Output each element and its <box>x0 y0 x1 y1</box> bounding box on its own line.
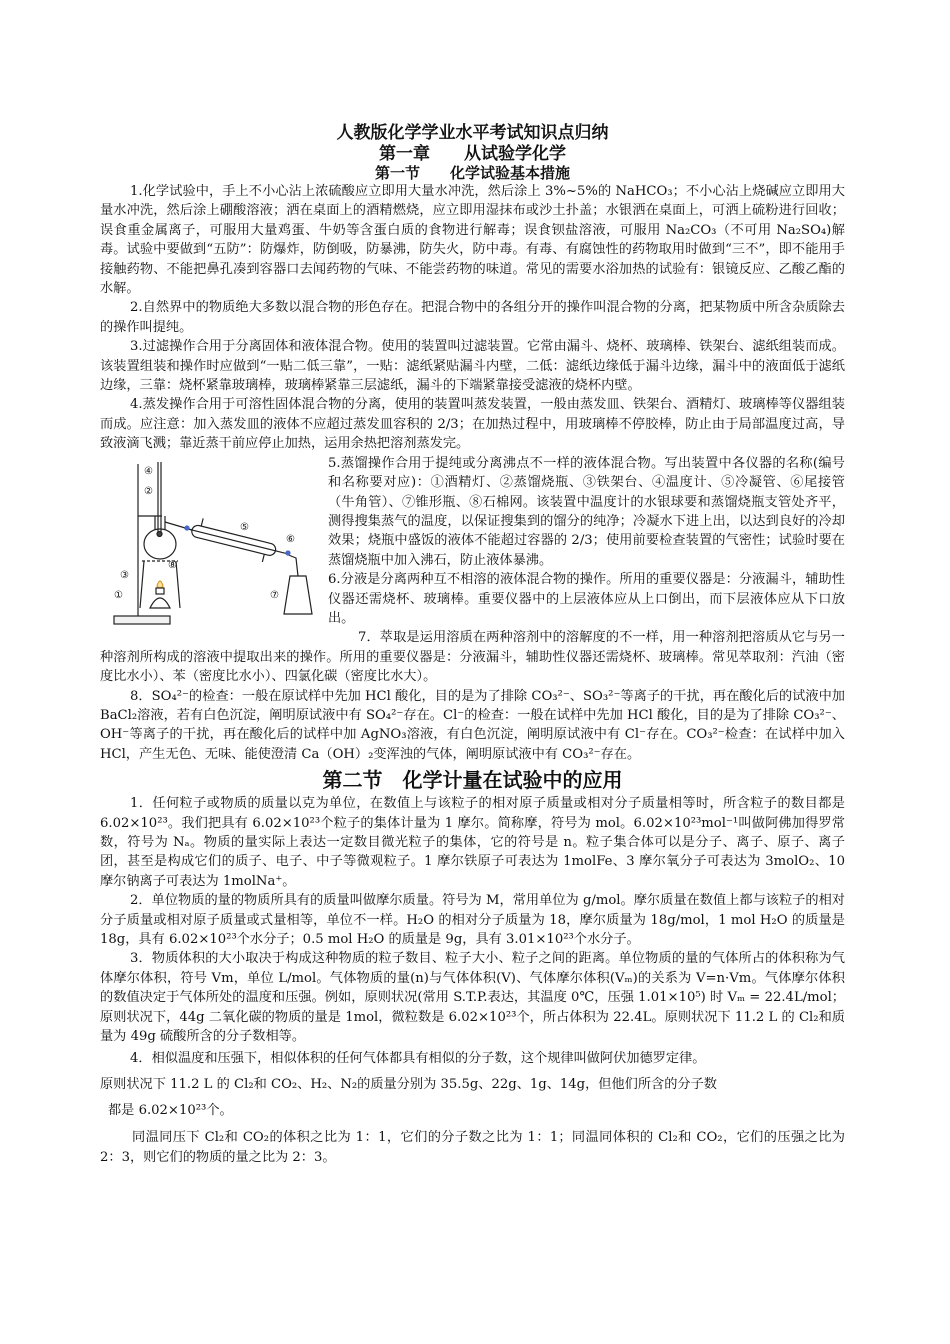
paragraph-7: 7．萃取是运用溶质在两种溶剂中的溶解度的不一样，用一种溶剂把溶质从它与另一种溶剂所构成的溶液中提取出来的操作。所用的重要仪器是：分液漏斗，辅助性仪器还需烧杯、玻璃棒。常见萃取剂：汽油（密度比水小）、苯（密度比水小）、四氯化碳（密度比水大）。 <box>100 630 845 685</box>
figure-label-7: ⑦ <box>270 589 279 601</box>
paragraph-2: 2.自然界中的物质绝大多数以混合物的形色存在。把混合物中的各组分开的操作叫混合物的分离，把某物质中所含杂质除去的操作叫提纯。 <box>100 300 845 335</box>
section2-heading: 第二节 化学计量在试验中的应用 <box>322 768 623 793</box>
paragraph-1: 1.化学试验中，手上不小心沾上浓硫酸应立即用大量水冲洗，然后涂上 3%~5%的 NaHCO₃；不小心沾上烧碱应立即用大量水冲洗，然后涂上硼酸溶液；洒在桌面上的酒精燃烧，应立即用湿抹布或沙土扑盖；水银洒在桌面上，可洒上硫粉进行回收；误食重金属离子，可服用大量鸡蛋、牛奶等含蛋白质的食物进行解毒；误食钡盐溶液，可服用 Na₂CO₃（不可用 Na₂SO₄)解毒。试验中要做到“五防”：防爆炸，防倒吸，防暴沸，防失火，防中毒。有毒、有腐蚀性的药物取用时做到“三不”，即不能用手接触药物、不能把鼻孔凑到容器口去闻药物的气味、不能尝药物的味道。常见的需要水浴加热的试验有：银镜反应、乙酸乙酯的水解。 <box>100 184 845 297</box>
section2-paragraph-2: 2．单位物质的量的物质所具有的质量叫做摩尔质量。符号为 M，常用单位为 g/mol。摩尔质量在数值上都与该粒子的相对分子质量或相对原子质量或式量相等，单位不一样。H₂O 的相对分子质量为 18，摩尔质量为 18g/mol，1 mol H₂O 的质量是 18g，具有 6.02×10²³个水分子；0.5 mol H₂O 的质量是 9g，具有 3.01×10²³个水分子。 <box>100 893 845 948</box>
distillation-block <box>100 454 845 629</box>
document-page <box>100 118 845 1167</box>
distillation-apparatus-drawing <box>100 458 322 634</box>
molecule-count-text: 都是 6.02×10²³个。 <box>108 1103 233 1119</box>
figure-label-6: ⑥ <box>286 533 295 545</box>
figure-label-3: ③ <box>120 569 129 581</box>
chapter-heading: 第一章 从试验学化学 <box>379 144 566 164</box>
figure-label-2: ② <box>144 485 153 497</box>
paragraph-5: 5.蒸馏操作合用于提纯或分离沸点不一样的液体混合物。写出装置中各仪器的名称(编号和名称要对应)：①酒精灯、②蒸馏烧瓶、③铁架台、④温度计、⑤冷凝管、⑥尾接管（牛角管）、⑦锥形瓶、⑧石棉网。该装置中温度计的水银球要和蒸馏烧瓶支管处齐平，测得搜集蒸气的温度，以保证搜集到的馏分的纯净；冷凝水下进上出，以达到良好的冷却效果；烧瓶中盛饭的液体不能超过容器的 2/3；使用前要检查装置的气密性；试验时要在蒸馏烧瓶中加入沸石，防止液体暴沸。 <box>328 455 845 568</box>
section1-heading: 第一节 化学试验基本措施 <box>374 164 570 182</box>
paragraph-6: 6.分液是分离两种互不相溶的液体混合物的操作。所用的重要仪器是：分液漏斗，辅助性仪器还需烧杯、玻璃棒。重要仪器中的上层液体应从上口倒出，而下层液体应从下口放出。 <box>328 572 845 626</box>
paragraph-3: 3.过滤操作合用于分离固体和液体混合物。使用的装置叫过滤装置。它常由漏斗、烧杯、玻璃棒、铁架台、滤纸组装而成。该装置组装和操作时应做到“一贴二低三靠”，一贴：滤纸紧贴漏斗内壁，二低：滤纸边缘低于漏斗边缘，漏斗中的液面低于滤纸边缘，三靠：烧杯紧靠玻璃棒，玻璃棒紧靠三层滤纸，漏斗的下端紧靠接受滤液的烧杯内壁。 <box>100 339 845 394</box>
paragraph-4: 4.蒸发操作合用于可溶性固体混合物的分离，使用的装置叫蒸发装置，一般由蒸发皿、铁架台、酒精灯、玻璃棒等仪器组装而成。应注意：加入蒸发皿的液体不应超过蒸发皿容积的 2/3；在加热过程中，用玻璃棒不停胶棒，防止由于局部温度过高，导致液滴飞溅；靠近蒸干前应停止加热，运用余热把溶剂蒸发完。 <box>100 397 845 452</box>
document-title: 人教版化学学业水平考试知识点归纳 <box>336 123 609 143</box>
standard-conditions-text: 原则状况下 11.2 L 的 Cl₂和 CO₂、H₂、N₂的质量分别为 35.5g、22g、1g、14g，但他们所含的分子数 <box>100 1077 717 1093</box>
section2-paragraph-5: 同温同压下 Cl₂和 CO₂的体积之比为 1：1，它们的分子数之比为 1：1；同温同体积的 Cl₂和 CO₂，它们的压强之比为 2：3，则它们的物质的量之比为 2：3。 <box>100 1130 845 1165</box>
section2-paragraph-1: 1．任何粒子或物质的质量以克为单位，在数值上与该粒子的相对原子质量或相对分子质量相等时，所含粒子的数目都是 6.02×10²³。我们把具有 6.02×10²³个粒子的集体计量为 1 摩尔。简称摩，符号为 mol。6.02×10²³mol⁻¹叫做阿佛加得罗常数，符号为 Nₐ。物质的量实际上表达一定数目微光粒子的集体，它的符号是 n。粒子集合体可以是分子、离子、原子、离子团，甚至是构成它们的质子、电子、中子等微观粒子。1 摩尔铁原子可表达为 1molFe、3 摩尔氧分子可表达为 3molO₂、10 摩尔钠离子可表达为 1molNa⁺。 <box>100 796 845 889</box>
distillation-apparatus-figure <box>100 458 322 634</box>
figure-label-8: ⑧ <box>168 559 177 571</box>
section2-paragraph-3: 3．物质体积的大小取决于构成这种物质的粒子数目、粒子大小、粒子之间的距离。单位物质的量的气体所占的体积称为气体摩尔体积，符号 Vm，单位 L/mol。气体物质的量(n)与气体体积(V)、气体摩尔体积(Vₘ)的关系为 V=n·Vm。气体摩尔体积的数值决定于气体所处的温度和压强。例如，原则状况(常用 S.T.P.表达，其温度 0℃，压强 1.01×10⁵) 时 Vₘ = 22.4L/mol；原则状况下，44g 二氧化碳的物质的量是 1mol，微粒数是 6.02×10²³个，所占体积为 22.4L。原则状况下 11.2 L 的 Cl₂和质量为 49g 硫酸所含的分子数相等。 <box>100 951 845 1045</box>
paragraph-8: 8．SO₄²⁻的检查：一般在原试样中先加 HCl 酸化，目的是为了排除 CO₃²⁻、SO₃²⁻等离子的干扰，再在酸化后的试液中加 BaCl₂溶液，若有白色沉淀，阐明原试液中有 SO₄²⁻存在。Cl⁻的检查：一般在试样中先加 HCl 酸化，目的是为了排除 CO₃²⁻、OH⁻等离子的干扰，再在酸化后的试样中加 AgNO₃溶液，有白色沉淀，阐明原试液中有 Cl⁻存在。CO₃²⁻检查：在试样中加入 HCl，产生无色、无味、能使澄清 Ca（OH）₂变浑浊的气体，阐明原试液中有 CO₃²⁻存在。 <box>100 688 845 762</box>
figure-label-1: ① <box>114 589 123 601</box>
section2-paragraph-4 <box>100 1046 845 1124</box>
figure-label-4: ④ <box>144 465 153 477</box>
avogadro-law-text: 4．相似温度和压强下，相似体积的任何气体都具有相似的分子数，这个规律叫做阿伏加德罗定律。 <box>130 1051 706 1067</box>
figure-label-5: ⑤ <box>240 521 249 533</box>
